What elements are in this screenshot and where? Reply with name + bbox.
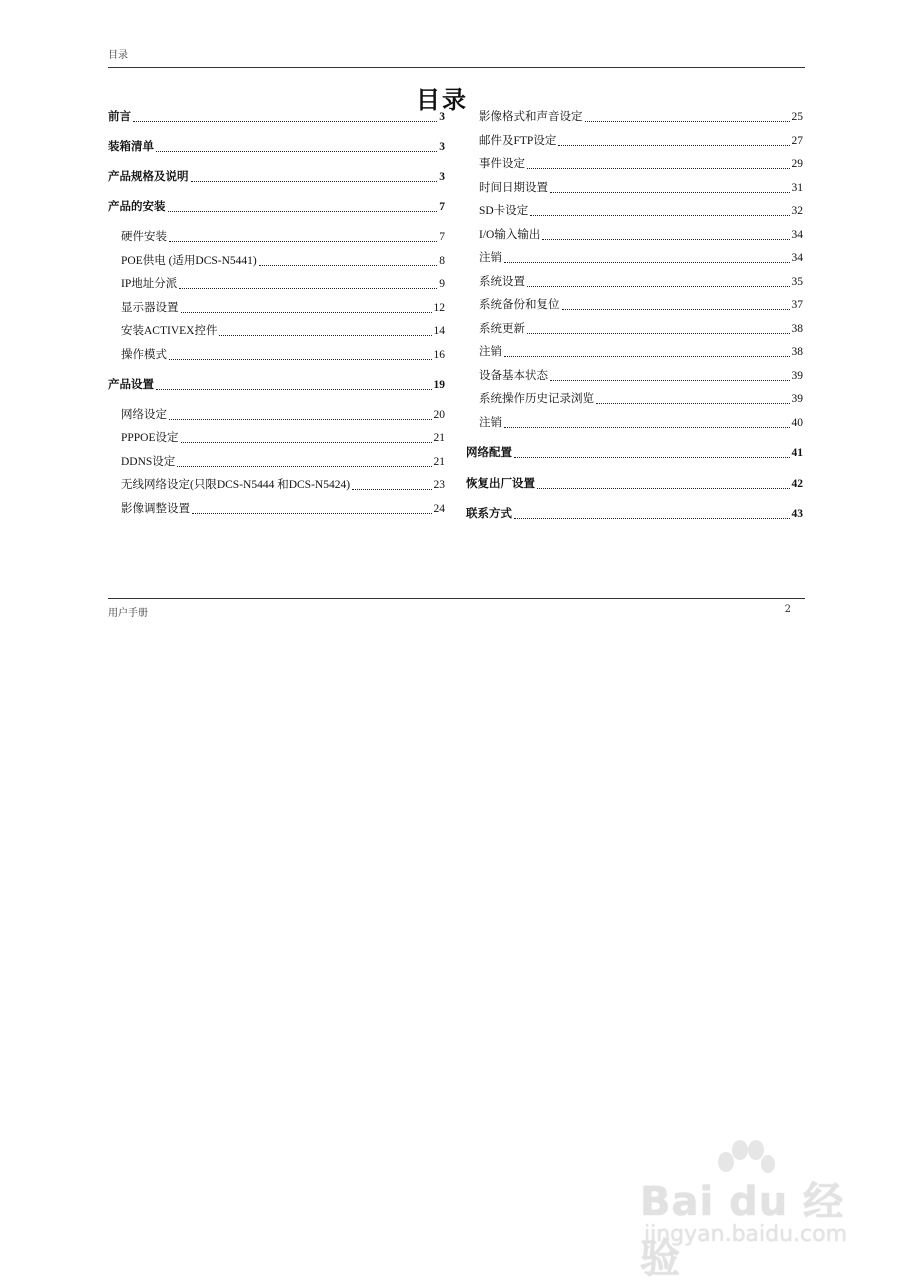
toc-entry[interactable] xyxy=(466,392,803,407)
toc-entry[interactable] xyxy=(108,324,445,339)
toc-entry[interactable] xyxy=(466,345,803,360)
toc-entry-page: 20 xyxy=(433,408,445,421)
toc-entry-page: 12 xyxy=(433,301,445,314)
toc-entry-title: POE供电 (适用DCS-N5441) xyxy=(121,254,257,267)
toc-entry-title: 事件设定 xyxy=(479,158,525,170)
dot-leader xyxy=(156,389,432,390)
baidu-jingyan-watermark xyxy=(640,1140,880,1282)
dot-leader xyxy=(192,513,432,514)
dot-leader xyxy=(181,442,432,443)
toc-entry-title: 联系方式 xyxy=(466,508,512,520)
toc-entry-page: 14 xyxy=(433,325,445,337)
toc-entry[interactable] xyxy=(108,277,445,292)
toc-entry-page: 39 xyxy=(791,369,803,382)
toc-entry-title: 注销 xyxy=(479,252,502,264)
toc-entry-page: 39 xyxy=(791,393,803,405)
toc-entry-title: 注销 xyxy=(479,416,502,429)
dot-leader xyxy=(514,457,790,458)
toc-entry[interactable] xyxy=(108,478,445,493)
toc-entry-title: IP地址分派 xyxy=(121,278,178,290)
toc-entry-page: 42 xyxy=(791,477,803,490)
watermark-brand: Bai du 经验 xyxy=(640,1179,845,1282)
dot-leader xyxy=(537,488,790,489)
toc-entry-title: 邮件及FTP设定 xyxy=(479,134,557,147)
toc-entry-page: 23 xyxy=(433,479,445,491)
toc-left-column xyxy=(108,108,445,517)
toc-entry-page: 43 xyxy=(791,508,803,520)
toc-entry-title: 网络配置 xyxy=(466,447,512,459)
toc-entry[interactable] xyxy=(108,140,445,155)
footer-manual-label: 用户手册 xyxy=(108,608,148,619)
toc-entry[interactable] xyxy=(466,204,803,219)
toc-entry-title: 时间日期设置 xyxy=(479,181,548,194)
toc-entry[interactable] xyxy=(108,378,445,393)
dot-leader xyxy=(527,168,790,169)
toc-entry[interactable] xyxy=(108,431,445,446)
dot-leader xyxy=(527,333,790,334)
toc-entry[interactable] xyxy=(108,348,445,363)
toc-entry[interactable] xyxy=(108,110,445,125)
dot-leader xyxy=(352,489,431,490)
toc-entry-page: 3 xyxy=(439,141,445,153)
dot-leader xyxy=(181,312,432,313)
toc-entry-page: 27 xyxy=(791,134,803,147)
toc-entry[interactable] xyxy=(108,502,445,517)
toc-entry[interactable] xyxy=(108,170,445,185)
dot-leader xyxy=(527,286,790,287)
toc-entry-page: 7 xyxy=(439,231,445,243)
toc-entry[interactable] xyxy=(466,157,803,172)
dot-leader xyxy=(169,419,432,420)
dot-leader xyxy=(558,145,789,146)
toc-entry-title: 产品设置 xyxy=(108,378,154,391)
toc-entry-page: 38 xyxy=(791,346,803,358)
toc-entry[interactable] xyxy=(108,408,445,423)
dot-leader xyxy=(259,265,437,266)
toc-entry-page: 25 xyxy=(791,111,803,123)
dot-leader xyxy=(550,192,790,193)
toc-entry-page: 40 xyxy=(791,416,803,429)
toc-entry-page: 19 xyxy=(433,378,445,391)
toc-entry-title: 前言 xyxy=(108,111,131,123)
dot-leader xyxy=(585,121,790,122)
toc-entry-page: 9 xyxy=(439,278,445,290)
toc-entry[interactable] xyxy=(466,446,803,461)
toc-entry[interactable] xyxy=(466,298,803,313)
toc-entry-title: 网络设定 xyxy=(121,408,167,421)
toc-right-column xyxy=(466,108,803,522)
toc-entry-page: 7 xyxy=(439,201,445,213)
toc-entry-page: 41 xyxy=(791,447,803,459)
header-text: 目录 xyxy=(108,50,128,61)
toc-entry-title: SD卡设定 xyxy=(479,205,529,217)
footer-page-number: 2 xyxy=(784,604,791,615)
toc-entry-page: 38 xyxy=(791,322,803,335)
toc-entry[interactable] xyxy=(466,110,803,125)
toc-entry[interactable] xyxy=(466,322,803,337)
toc-entry-page: 3 xyxy=(439,111,445,123)
toc-entry-title: I/O输入输出 xyxy=(479,228,541,241)
toc-entry-page: 32 xyxy=(791,205,803,217)
toc-entry[interactable] xyxy=(466,416,803,431)
toc-entry-title: 影像格式和声音设定 xyxy=(479,111,583,123)
toc-entry-page: 21 xyxy=(433,432,445,444)
dot-leader xyxy=(504,262,790,263)
dot-leader xyxy=(156,151,437,152)
toc-entry-page: 21 xyxy=(433,455,445,468)
toc-entry[interactable] xyxy=(466,369,803,384)
toc-entry-title: 操作模式 xyxy=(121,348,167,361)
dot-leader xyxy=(504,427,790,428)
dot-leader xyxy=(514,518,790,519)
toc-entry-page: 35 xyxy=(791,275,803,288)
dot-leader xyxy=(191,181,438,182)
toc-entry-page: 3 xyxy=(439,171,445,183)
dot-leader xyxy=(169,241,437,242)
toc-entry-page: 16 xyxy=(433,348,445,361)
toc-entry[interactable] xyxy=(466,477,803,492)
toc-entry-title: 系统备份和复位 xyxy=(479,299,560,311)
page-header xyxy=(108,44,805,68)
dot-leader xyxy=(504,356,790,357)
watermark-url: jingyan.baidu.com xyxy=(644,1222,848,1247)
page-footer xyxy=(108,598,805,619)
toc-entry-title: 产品规格及说明 xyxy=(108,171,189,183)
toc-entry-title: 系统更新 xyxy=(479,322,525,335)
dot-leader xyxy=(219,335,431,336)
toc-entry-title: 系统设置 xyxy=(479,275,525,288)
toc-entry-title: 产品的安装 xyxy=(108,201,166,213)
toc-entry-page: 29 xyxy=(791,158,803,170)
toc-entry[interactable] xyxy=(466,275,803,290)
toc-entry[interactable] xyxy=(466,181,803,196)
toc-entry-title: 系统操作历史记录浏览 xyxy=(479,393,594,405)
dot-leader xyxy=(179,288,437,289)
dot-leader xyxy=(550,380,790,381)
toc-entry-page: 37 xyxy=(791,299,803,311)
dot-leader xyxy=(596,403,790,404)
toc-entry-title: 影像调整设置 xyxy=(121,502,190,515)
toc-entry-title: 注销 xyxy=(479,346,502,358)
toc-entry[interactable] xyxy=(466,134,803,149)
toc-entry[interactable] xyxy=(108,254,445,269)
toc-entry-page: 34 xyxy=(791,252,803,264)
toc-entry[interactable] xyxy=(108,301,445,316)
dot-leader xyxy=(530,215,789,216)
toc-entry-title: 安装ACTIVEX控件 xyxy=(121,325,218,337)
toc-entry[interactable] xyxy=(466,251,803,266)
toc-entry-page: 34 xyxy=(791,228,803,241)
toc-entry[interactable] xyxy=(466,228,803,243)
page-title: 目录 xyxy=(416,85,468,114)
dot-leader xyxy=(168,211,438,212)
toc-entry[interactable] xyxy=(466,507,803,522)
toc-entry[interactable] xyxy=(108,455,445,470)
toc-entry-page: 31 xyxy=(791,181,803,194)
toc-entry-title: 设备基本状态 xyxy=(479,369,548,382)
toc-entry[interactable] xyxy=(108,230,445,245)
toc-entry-title: 无线网络设定(只限DCS-N5444 和DCS-N5424) xyxy=(121,479,351,491)
toc-entry-title: 硬件安装 xyxy=(121,231,167,243)
toc-entry[interactable] xyxy=(108,200,445,215)
toc-entry-title: 显示器设置 xyxy=(121,301,179,314)
dot-leader xyxy=(177,466,431,467)
dot-leader xyxy=(169,359,432,360)
toc-entry-page: 8 xyxy=(439,254,445,267)
dot-leader xyxy=(133,121,437,122)
toc-entry-page: 24 xyxy=(433,502,445,515)
toc-entry-title: DDNS设定 xyxy=(121,455,176,468)
toc-entry-title: 恢复出厂设置 xyxy=(466,477,535,490)
toc-entry-title: 装箱清单 xyxy=(108,141,154,153)
toc-entry-title: PPPOE设定 xyxy=(121,432,179,444)
dot-leader xyxy=(562,309,790,310)
dot-leader xyxy=(542,239,789,240)
